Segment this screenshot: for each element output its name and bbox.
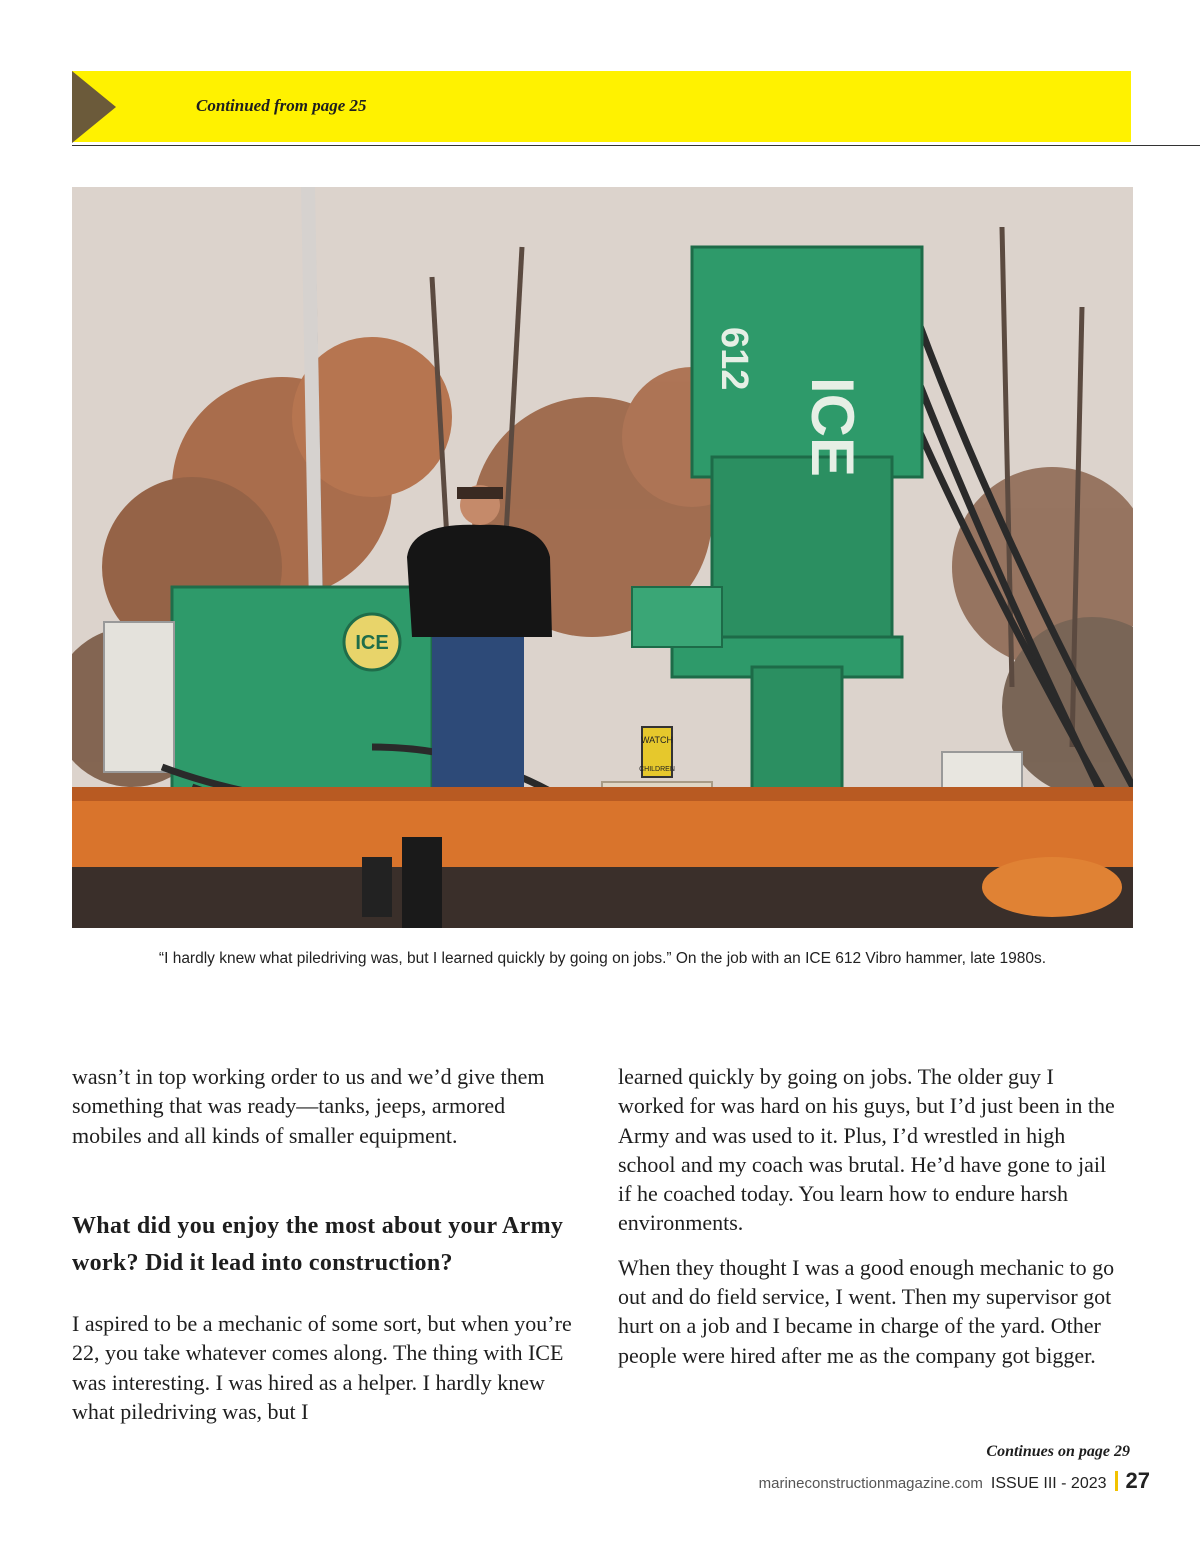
machine-number: 612 xyxy=(713,327,755,391)
interview-question: What did you enjoy the most about your Army work? Did it lead into construction? xyxy=(72,1213,564,1276)
page-footer xyxy=(759,1468,1150,1494)
hammer-label: ICE xyxy=(799,377,866,478)
article-paragraph: wasn’t in top working order to us and we’d give them something that was ready—tanks, jeeps, armored mobiles and all kinds of smaller equipment. xyxy=(72,1064,545,1148)
footer-issue: ISSUE III - 2023 xyxy=(990,1475,1107,1492)
photo-caption: “I hardly knew what piledriving was, but I learned quickly by going on jobs.” On the job with an ICE 612 Vibro hammer, late 1980s. xyxy=(158,950,1047,967)
continues-on-label: Continues on page 29 xyxy=(986,1443,1130,1460)
page-number: 27 xyxy=(1125,1468,1150,1493)
article-photo xyxy=(72,187,1133,928)
article-column-left-lower xyxy=(72,1309,572,1426)
continued-from-label: Continued from page 25 xyxy=(196,96,367,115)
article-column-right xyxy=(618,1062,1118,1370)
article-paragraph: I aspired to be a mechanic of some sort, but when you’re 22, you take whatever comes along. The thing with ICE was interesting. I was hired as a helper. I hardly knew what piledriving was, but I xyxy=(72,1311,572,1424)
article-paragraph: learned quickly by going on jobs. The older guy I worked for was hard on his guys, but I’d just been in the Army and was used to it. Plus, I’d wrestled in high school and my coach was brutal. He’d have gone to jail if he coached today. You learn how to endure harsh environments. xyxy=(618,1064,1115,1236)
article-paragraph: When they thought I was a good enough mechanic to go out and do field service, I went. Then my supervisor got hurt on a job and I became in charge of the yard. Other people were hired after me as the company got bigger. xyxy=(618,1254,1115,1368)
article-column-left xyxy=(72,1062,572,1150)
footer-site-link[interactable]: marineconstructionmagazine.com xyxy=(758,1475,983,1492)
sign-text-top: WATCH xyxy=(641,735,673,745)
power-unit-logo: ICE xyxy=(355,632,389,654)
header-rule xyxy=(72,145,1200,146)
footer-divider xyxy=(1115,1471,1118,1491)
sign-text-bottom: CHILDREN xyxy=(639,766,675,773)
banner-arrow-icon xyxy=(72,71,116,143)
